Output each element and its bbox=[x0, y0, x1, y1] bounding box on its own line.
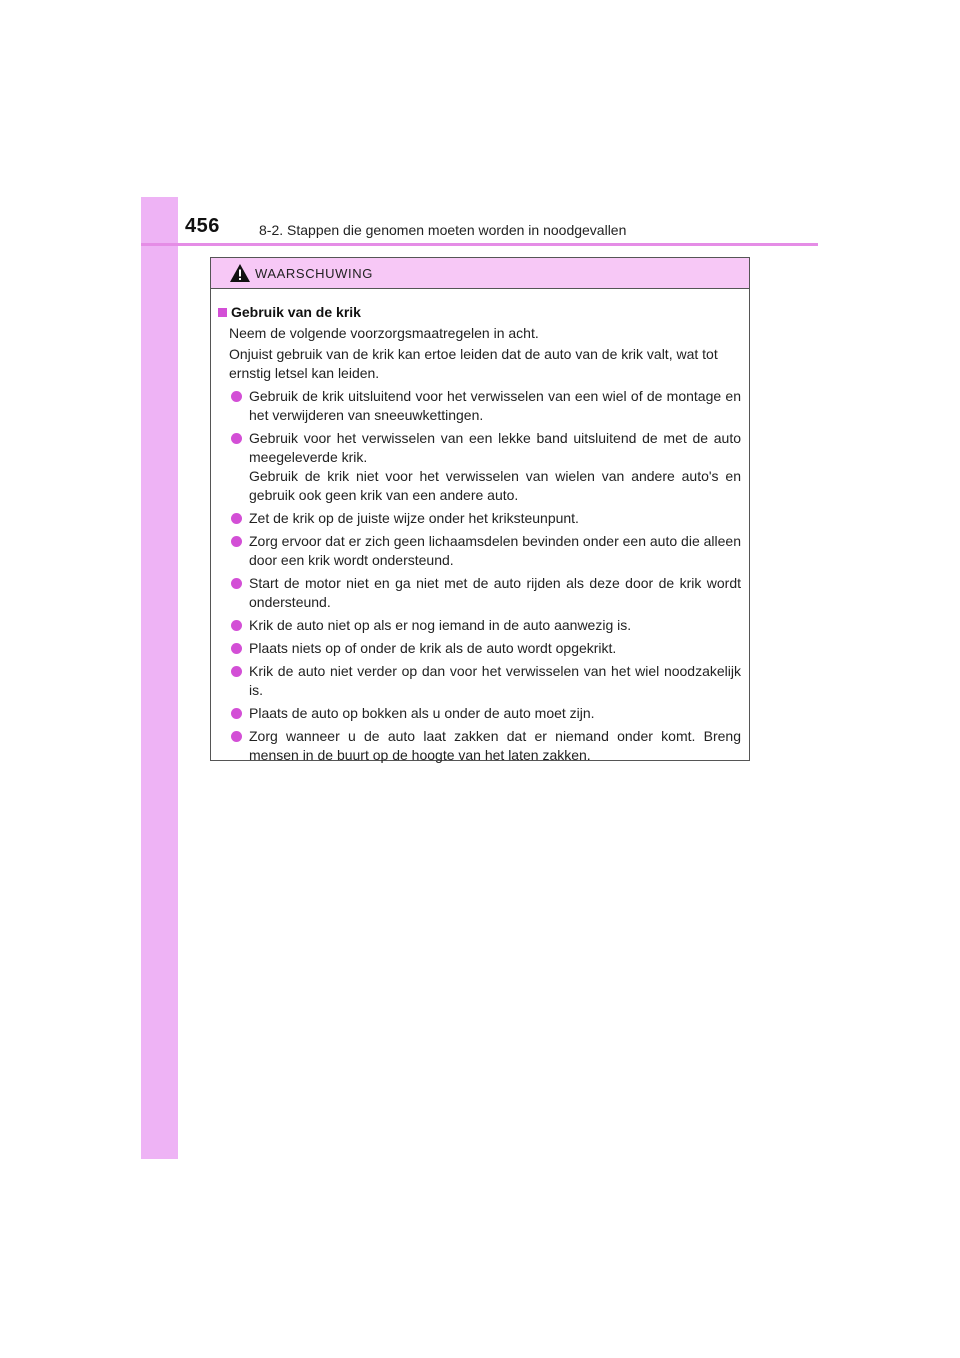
list-item bbox=[231, 639, 741, 658]
list-item-text: Gebruik voor het verwisselen van een lekke band uitsluitend de met de auto meegeleverde krik. Gebruik de krik niet voor het verwisselen van wielen van andere auto's en gebruik ook geen krik van een andere auto. bbox=[249, 430, 741, 503]
bullet-dot-icon bbox=[231, 536, 242, 547]
list-item bbox=[231, 704, 741, 723]
precaution-list bbox=[218, 387, 741, 765]
list-item-text: Plaats niets op of onder de krik als de auto wordt opgekrikt. bbox=[249, 640, 617, 656]
list-item-text: Gebruik de krik uitsluitend voor het verwisselen van een wiel of de montage en het verwijderen van sneeuwkettingen. bbox=[249, 388, 741, 423]
bullet-dot-icon bbox=[231, 513, 242, 524]
list-item bbox=[231, 616, 741, 635]
bullet-dot-icon bbox=[231, 643, 242, 654]
bullet-dot-icon bbox=[231, 666, 242, 677]
list-item-text: Plaats de auto op bokken als u onder de auto moet zijn. bbox=[249, 705, 595, 721]
list-item-text: Start de motor niet en ga niet met de auto rijden als deze door de krik wordt ondersteund. bbox=[249, 575, 741, 610]
bullet-dot-icon bbox=[231, 578, 242, 589]
bullet-dot-icon bbox=[231, 433, 242, 444]
list-item-text: Krik de auto niet verder op dan voor het verwisselen van het wiel noodzakelijk is. bbox=[249, 663, 741, 698]
warning-label: WAARSCHUWING bbox=[255, 266, 373, 281]
warning-header bbox=[211, 258, 749, 289]
list-item bbox=[231, 662, 741, 700]
list-item-text: Zet de krik op de juiste wijze onder het kriksteunpunt. bbox=[249, 510, 579, 526]
warning-triangle-icon bbox=[229, 263, 251, 283]
warning-box bbox=[210, 257, 750, 761]
intro-line-2: Onjuist gebruik van de krik kan ertoe leiden dat de auto van de krik valt, wat tot ernstig letsel kan leiden. bbox=[229, 346, 718, 381]
sub-heading bbox=[218, 303, 741, 322]
square-bullet-icon bbox=[218, 308, 227, 317]
header-rule bbox=[141, 243, 818, 246]
bullet-dot-icon bbox=[231, 620, 242, 631]
list-item-text: Zorg ervoor dat er zich geen lichaamsdelen bevinden onder een auto die alleen door een krik wordt ondersteund. bbox=[249, 533, 741, 568]
section-title: 8-2. Stappen die genomen moeten worden in noodgevallen bbox=[259, 222, 627, 238]
bullet-dot-icon bbox=[231, 708, 242, 719]
list-item bbox=[231, 532, 741, 570]
page-number: 456 bbox=[185, 215, 220, 237]
sub-heading-text: Gebruik van de krik bbox=[231, 304, 361, 320]
chapter-side-tab bbox=[141, 197, 178, 1159]
list-item bbox=[231, 509, 741, 528]
list-item-text: Krik de auto niet op als er nog iemand in de auto aanwezig is. bbox=[249, 617, 632, 633]
warning-body bbox=[211, 289, 749, 765]
bullet-dot-icon bbox=[231, 731, 242, 742]
list-item-text: Zorg wanneer u de auto laat zakken dat er niemand onder komt. Breng mensen in de buurt op de hoogte van het laten zakken. bbox=[249, 728, 741, 763]
list-item bbox=[231, 727, 741, 765]
bullet-dot-icon bbox=[231, 391, 242, 402]
list-item bbox=[231, 429, 741, 505]
list-item bbox=[231, 387, 741, 425]
intro-line-1: Neem de volgende voorzorgsmaatregelen in acht. bbox=[229, 325, 539, 341]
list-item bbox=[231, 574, 741, 612]
